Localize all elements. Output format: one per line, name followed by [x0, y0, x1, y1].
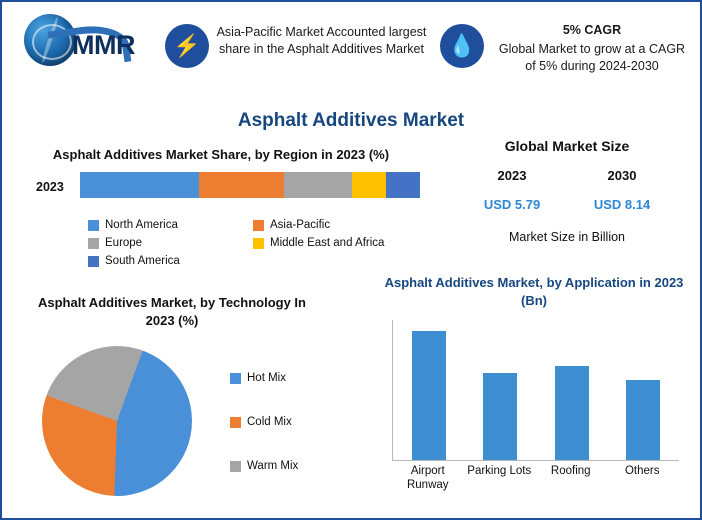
gms-column-2030: [567, 168, 677, 212]
region-bar-segment: [386, 172, 420, 198]
application-chart-title: Asphalt Additives Market, by Application in 2023 (Bn): [384, 275, 684, 308]
region-category-label: 2023: [36, 180, 64, 194]
legend-swatch: [88, 256, 99, 267]
legend-item: [88, 234, 253, 252]
pie-legend: [230, 356, 360, 488]
global-market-size-years: [442, 168, 692, 212]
application-bar: [483, 373, 517, 461]
application-axis-label: Airport Runway: [406, 465, 449, 491]
application-plot-area: [392, 320, 679, 461]
region-stacked-bar: [80, 172, 420, 198]
global-market-size-title: Global Market Size: [504, 138, 630, 154]
application-axis-label: Others: [624, 465, 660, 477]
company-logo: [20, 10, 160, 72]
application-bar: [555, 366, 589, 461]
legend-item: [230, 444, 360, 488]
legend-item: [88, 252, 253, 270]
pie-graphic: [42, 346, 192, 496]
gms-value-right: USD 8.14: [593, 197, 651, 212]
legend-swatch: [88, 220, 99, 231]
legend-label: Asia-Pacific: [270, 219, 331, 231]
gms-column-2023: [457, 168, 567, 212]
region-share-chart: [18, 146, 428, 270]
application-axis-label: Roofing: [550, 465, 591, 477]
legend-label: Cold Mix: [247, 416, 292, 428]
cagr-description: Global Market to grow at a CAGR of 5% during 2024-2030: [498, 42, 686, 73]
region-bar-segment: [199, 172, 284, 198]
legend-item: [253, 234, 418, 252]
technology-pie-chart: [12, 294, 372, 472]
bolt-icon: [165, 24, 209, 68]
application-bar: [412, 331, 446, 461]
legend-swatch: [230, 461, 241, 472]
legend-label: North America: [105, 219, 178, 231]
region-legend: [88, 216, 418, 270]
cagr-block: [492, 22, 692, 75]
pie-chart-title: Asphalt Additives Market, by Technology In 2023 (%): [38, 295, 306, 328]
flame-icon: [440, 24, 484, 68]
gms-unit-label: Market Size in Billion: [508, 230, 625, 244]
region-chart-title: Asphalt Additives Market Share, by Region in 2023 (%): [52, 147, 390, 162]
application-axis-label: Parking Lots: [467, 465, 532, 477]
region-chart-plot: [18, 172, 428, 208]
gms-year-left: 2023: [497, 168, 527, 183]
legend-swatch: [88, 238, 99, 249]
legend-item: [253, 216, 418, 234]
cagr-title: 5% CAGR: [562, 23, 622, 37]
legend-swatch: [253, 238, 264, 249]
global-market-size-block: [442, 138, 692, 244]
legend-item: [230, 356, 360, 400]
bolt-glyph: ⚡: [173, 33, 201, 58]
page-title: Asphalt Additives Market: [237, 110, 465, 131]
legend-swatch: [230, 373, 241, 384]
region-bar-segment: [284, 172, 352, 198]
legend-swatch: [230, 417, 241, 428]
header-highlight-text: Asia-Pacific Market Accounted largest share in the Asphalt Additives Market: [216, 25, 427, 56]
legend-swatch: [253, 220, 264, 231]
application-bar-chart: [374, 274, 694, 504]
application-bar: [626, 380, 660, 461]
legend-label: Hot Mix: [247, 372, 286, 384]
gms-value-left: USD 5.79: [483, 197, 541, 212]
region-bar-segment: [352, 172, 386, 198]
flame-glyph: 💧: [448, 33, 476, 58]
legend-label: Warm Mix: [247, 460, 299, 472]
gms-year-right: 2030: [607, 168, 637, 183]
legend-label: Middle East and Africa: [270, 237, 385, 249]
legend-label: South America: [105, 255, 180, 267]
application-axis-labels: [392, 464, 678, 492]
region-bar-segment: [80, 172, 199, 198]
legend-item: [88, 216, 253, 234]
logo-text: MMR: [72, 30, 135, 60]
application-bars: [393, 320, 679, 460]
header: [2, 2, 700, 88]
legend-item: [230, 400, 360, 444]
legend-label: Europe: [105, 237, 143, 249]
